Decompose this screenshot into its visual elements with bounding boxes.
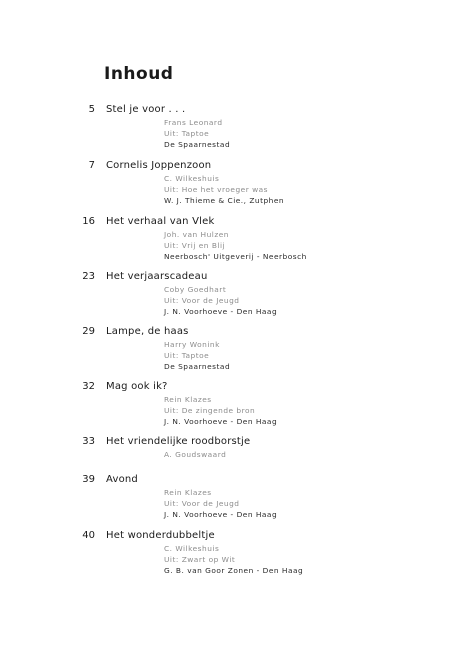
page-number: 29 [82,326,95,337]
entry-publisher: J. N. Voorhoeve - Den Haag [164,417,278,426]
entry-source: Uit: Hoe het vroeger was [164,185,269,194]
entry-title: Het vriendelijke roodborstje [106,436,251,447]
entry-title: Het verjaarscadeau [106,271,208,282]
entry-title: Het wonderdubbeltje [106,530,215,541]
entry-title: Avond [106,474,138,485]
entry-author: Rein Klazes [164,395,212,404]
entry-author: Harry Wonink [164,340,220,349]
entry-author: A. Goudswaard [164,450,227,459]
entry-source: Uit: Voor de Jeugd [164,499,240,508]
entry-author: Frans Leonard [164,118,223,127]
entry-author: C. Wilkeshuis [164,174,220,183]
entry-source: Uit: Taptoe [164,129,210,138]
entry-title: Het verhaal van Vlek [106,216,215,227]
entry-publisher: De Spaarnestad [164,362,231,371]
page-number: 5 [88,104,95,115]
entry-author: Rein Klazes [164,488,212,497]
page-title: Inhoud [104,64,174,84]
page-number: 40 [82,530,95,541]
entry-title: Mag ook ik? [106,381,168,392]
entry-author: C. Wilkeshuis [164,544,220,553]
entry-title: Stel je voor . . . [106,104,186,115]
entry-publisher: W. J. Thieme & Cie., Zutphen [164,196,285,205]
entry-source: Uit: Vrij en Blij [164,241,226,250]
page-number: 16 [82,216,95,227]
entry-publisher: Neerbosch' Uitgeverij - Neerbosch [164,252,307,261]
entry-title: Cornelis Joppenzoon [106,160,212,171]
entry-author: Joh. van Hulzen [164,230,229,239]
entry-publisher: G. B. van Goor Zonen - Den Haag [164,566,304,575]
entry-publisher: De Spaarnestad [164,140,231,149]
entry-source: Uit: Zwart op Wit [164,555,236,564]
page-number: 7 [88,160,95,171]
entry-source: Uit: Taptoe [164,351,210,360]
entry-publisher: J. N. Voorhoeve - Den Haag [164,510,278,519]
page-number: 39 [82,474,95,485]
entry-source: Uit: De zingende bron [164,406,256,415]
entry-publisher: J. N. Voorhoeve - Den Haag [164,307,278,316]
page-number: 33 [82,436,95,447]
page-number: 23 [82,271,95,282]
entry-title: Lampe, de haas [106,326,189,337]
page-number: 32 [82,381,95,392]
entry-author: Coby Goedhart [164,285,227,294]
entry-source: Uit: Voor de Jeugd [164,296,240,305]
